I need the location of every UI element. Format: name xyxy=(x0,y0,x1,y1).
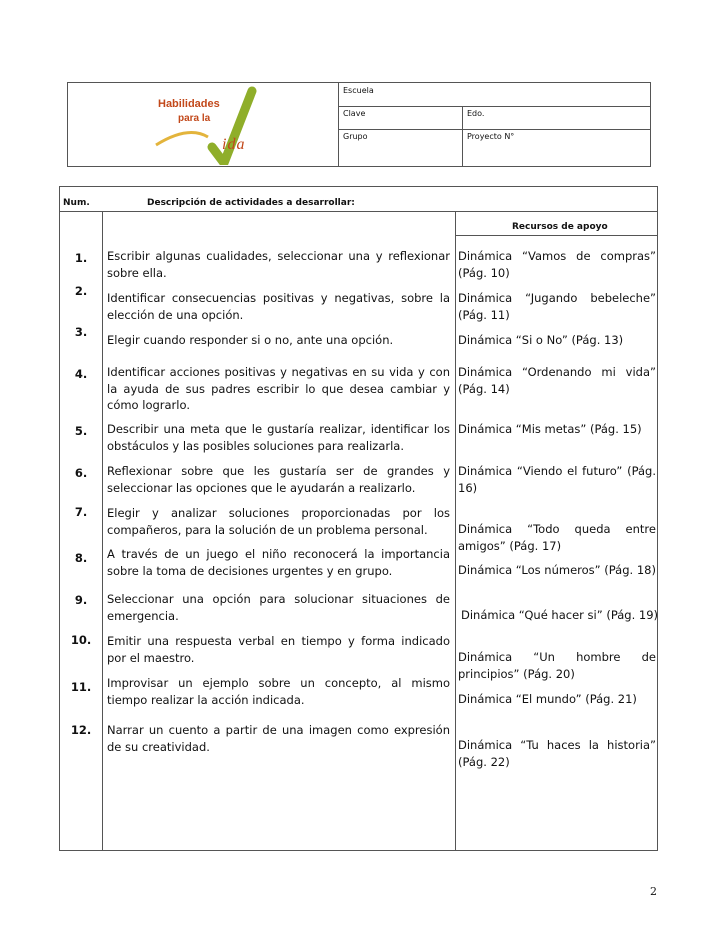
activity-description: Reflexionar sobre que les gustaría ser de grandes y seleccionar las opciones que le ayudarán a realizarlo. xyxy=(107,464,450,495)
activity-description: Identificar acciones positivas y negativas en su vida y con la ayuda de sus padres escribir lo que desea cambiar y cómo lograrlo. xyxy=(107,365,450,412)
row-number: 2. xyxy=(74,284,88,298)
activity-resource: Dinámica “Si o No” (Pág. 13) xyxy=(458,333,624,347)
activity-description: Improvisar un ejemplo sobre un concepto, al mismo tiempo realizar la acción indicada. xyxy=(107,676,450,707)
escuela-label: Escuela xyxy=(343,86,374,95)
activity-description: Escribir algunas cualidades, seleccionar una y reflexionar sobre ella. xyxy=(107,249,450,280)
activity-resource: Dinámica “Tu haces la historia” (Pág. 22) xyxy=(458,738,656,769)
row-number: 1. xyxy=(74,251,88,265)
activity-resource: Dinámica “Viendo el futuro” (Pág. 16) xyxy=(458,464,656,495)
row-number: 7. xyxy=(74,505,88,519)
activity-description: Elegir y analizar soluciones proporcionadas por los compañeros, para la solución de un problema personal. xyxy=(107,506,450,537)
activity-description: Emitir una respuesta verbal en tiempo y forma indicado por el maestro. xyxy=(107,634,450,665)
row-number: 6. xyxy=(74,466,88,480)
activity-resource: Dinámica “Mis metas” (Pág. 15) xyxy=(458,422,642,436)
activity-description: Identificar consecuencias positivas y negativas, sobre la elección de una opción. xyxy=(107,291,450,322)
row-number: 8. xyxy=(74,551,88,565)
grupo-label: Grupo xyxy=(343,132,368,141)
proyecto-label: Proyecto N° xyxy=(467,132,515,141)
svg-text:ida: ida xyxy=(222,136,246,153)
page-number: 2 xyxy=(650,885,657,898)
row-number: 5. xyxy=(74,424,88,438)
resources-header: Recursos de apoyo xyxy=(512,222,608,232)
activity-resource: Dinámica “Todo queda entre amigos” (Pág. 17) xyxy=(458,522,656,553)
activity-resource: Dinámica “Qué hacer si” (Pág. 19) xyxy=(461,608,659,622)
row-number: 12. xyxy=(70,723,92,737)
edo-field xyxy=(462,106,651,129)
activity-resource: Dinámica “Jugando bebeleche” (Pág. 11) xyxy=(458,291,656,322)
row-number: 10. xyxy=(70,633,92,647)
clave-field xyxy=(338,106,462,129)
edo-label: Edo. xyxy=(467,109,485,118)
activity-resource: Dinámica “Un hombre de principios” (Pág. 20) xyxy=(458,650,656,681)
grupo-field xyxy=(338,129,462,166)
row-number: 4. xyxy=(74,367,88,381)
activities-table xyxy=(59,186,658,851)
habilidades-para-la-vida-logo xyxy=(148,85,268,165)
proyecto-field xyxy=(462,129,651,166)
num-header: Num. xyxy=(63,198,90,208)
description-header: Descripción de actividades a desarrollar: xyxy=(147,198,355,208)
activity-resource: Dinámica “El mundo” (Pág. 21) xyxy=(458,692,637,706)
activity-resource: Dinámica “Los números” (Pág. 18) xyxy=(458,563,656,577)
activity-description: Describir una meta que le gustaría realizar, identificar los obstáculos y las posibles soluciones para realizarla. xyxy=(107,422,450,453)
row-number: 9. xyxy=(74,593,88,607)
escuela-field xyxy=(338,83,651,106)
activity-description: Elegir cuando responder si o no, ante una opción. xyxy=(107,333,394,347)
row-number: 3. xyxy=(74,325,88,339)
activity-resource: Dinámica “Ordenando mi vida” (Pág. 14) xyxy=(458,365,656,396)
activity-description: A través de un juego el niño reconocerá la importancia sobre la toma de decisiones urgentes y en grupo. xyxy=(107,547,450,578)
row-number: 11. xyxy=(70,680,92,694)
activity-description: Seleccionar una opción para solucionar situaciones de emergencia. xyxy=(107,592,450,623)
activity-description: Narrar un cuento a partir de una imagen como expresión de su creatividad. xyxy=(107,723,450,754)
header-box xyxy=(67,82,651,167)
clave-label: Clave xyxy=(343,109,366,118)
svg-text:Habilidades: Habilidades xyxy=(158,98,220,110)
activity-resource: Dinámica “Vamos de compras” (Pág. 10) xyxy=(458,249,656,280)
svg-text:para la: para la xyxy=(178,113,211,124)
